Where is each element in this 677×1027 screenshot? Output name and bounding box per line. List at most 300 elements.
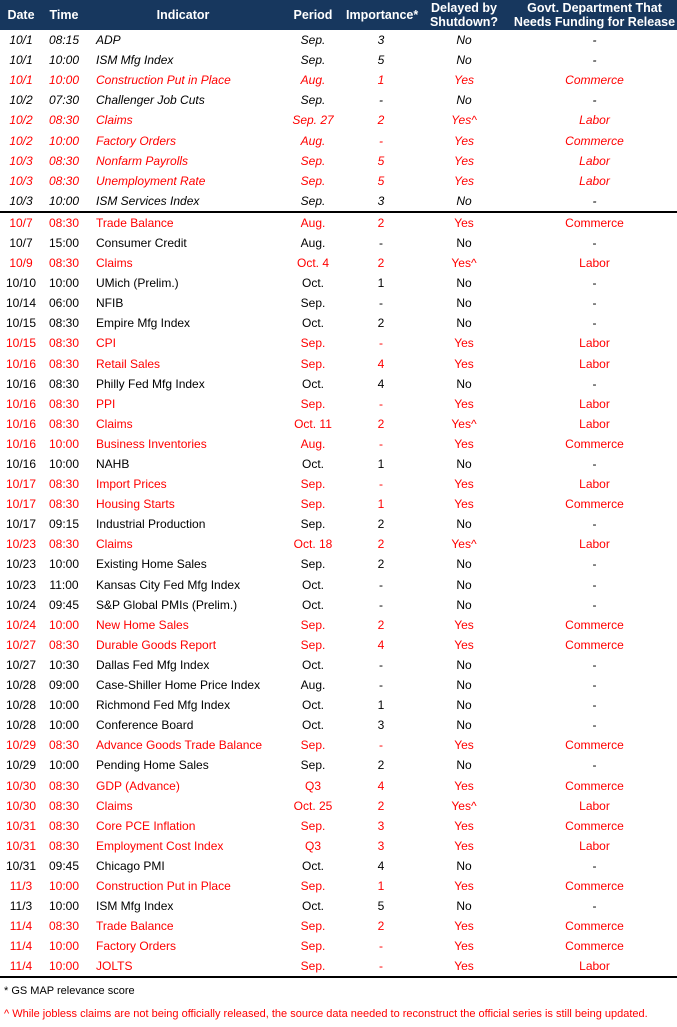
cell-indicator: Consumer Credit [96, 235, 187, 250]
cell-period: Sep. [300, 617, 326, 632]
cell-time: 08:30 [48, 778, 80, 793]
cell-time: 08:30 [48, 838, 80, 853]
cell-indicator: Dallas Fed Mfg Index [96, 657, 210, 672]
cell-date: 10/29 [5, 758, 37, 773]
cell-delayed: Yes [454, 919, 474, 934]
cell-time: 08:30 [48, 256, 80, 271]
cell-time: 10:00 [48, 53, 80, 68]
cell-importance: 1 [377, 698, 385, 713]
table-row [0, 374, 677, 394]
cell-importance: 2 [377, 798, 385, 813]
cell-time: 08:30 [48, 113, 80, 128]
column-header-indicator: Indicator [156, 8, 210, 22]
cell-department: - [592, 899, 597, 914]
cell-period: Aug. [300, 678, 326, 693]
cell-date: 10/14 [5, 296, 37, 311]
cell-importance: - [379, 477, 383, 492]
cell-importance: 2 [377, 758, 385, 773]
cell-time: 10:00 [48, 959, 80, 974]
cell-date: 10/16 [5, 457, 37, 472]
cell-department: Labor [579, 477, 610, 492]
table-row [0, 434, 677, 454]
cell-indicator: Factory Orders [96, 939, 177, 954]
cell-importance: - [379, 597, 383, 612]
table-row [0, 796, 677, 816]
cell-importance: 2 [377, 617, 385, 632]
cell-period: Sep. 27 [292, 113, 334, 128]
cell-department: Labor [579, 416, 610, 431]
cell-time: 08:30 [48, 738, 80, 753]
cell-department: Labor [579, 838, 610, 853]
cell-delayed: No [456, 376, 472, 391]
cell-time: 08:30 [48, 477, 80, 492]
cell-delayed: No [456, 698, 472, 713]
cell-period: Oct. [301, 698, 324, 713]
cell-delayed: Yes [454, 497, 474, 512]
cell-date: 10/16 [5, 356, 37, 371]
table-row [0, 494, 677, 514]
cell-department: - [592, 577, 597, 592]
cell-department: Labor [579, 173, 610, 188]
cell-importance: - [379, 336, 383, 351]
cell-indicator: UMich (Prelim.) [96, 276, 179, 291]
cell-date: 10/30 [5, 798, 37, 813]
cell-date: 10/2 [9, 133, 33, 148]
cell-date: 10/3 [9, 153, 33, 168]
cell-department: Commerce [565, 919, 624, 934]
cell-period: Sep. [300, 557, 326, 572]
cell-department: Labor [579, 113, 610, 128]
cell-department: - [592, 557, 597, 572]
cell-period: Sep. [300, 296, 326, 311]
cell-date: 11/4 [9, 939, 33, 954]
column-header-period: Period [293, 8, 333, 22]
table-row [0, 755, 677, 775]
cell-time: 08:30 [48, 153, 80, 168]
cell-time: 10:00 [48, 457, 80, 472]
cell-importance: 2 [377, 113, 385, 128]
cell-delayed: Yes [454, 617, 474, 632]
cell-period: Oct. [301, 899, 324, 914]
cell-importance: - [379, 93, 383, 108]
cell-indicator: Construction Put in Place [96, 878, 231, 893]
cell-time: 08:30 [48, 356, 80, 371]
cell-delayed: No [456, 718, 472, 733]
cell-importance: - [379, 133, 383, 148]
cell-delayed: No [456, 193, 472, 208]
cell-indicator: Case-Shiller Home Price Index [96, 678, 261, 693]
cell-period: Q3 [304, 778, 321, 793]
table-row [0, 695, 677, 715]
table-row [0, 171, 677, 191]
cell-delayed: No [456, 597, 472, 612]
cell-delayed: No [456, 235, 472, 250]
table-row [0, 956, 677, 976]
cell-delayed: Yes [454, 215, 474, 230]
cell-date: 10/1 [9, 33, 33, 48]
cell-importance: - [379, 396, 383, 411]
cell-delayed: Yes [454, 959, 474, 974]
cell-indicator: CPI [96, 336, 117, 351]
cell-period: Sep. [300, 758, 326, 773]
cell-importance: 1 [377, 457, 385, 472]
cell-department: Labor [579, 153, 610, 168]
cell-department: - [592, 457, 597, 472]
table-row [0, 896, 677, 916]
cell-importance: 3 [377, 718, 385, 733]
cell-date: 10/15 [5, 336, 37, 351]
cell-period: Aug. [300, 133, 326, 148]
cell-period: Oct. 18 [293, 537, 333, 552]
table-row [0, 775, 677, 795]
cell-period: Aug. [300, 73, 326, 88]
table-body [0, 30, 677, 976]
cell-time: 10:00 [48, 878, 80, 893]
cell-period: Oct. [301, 657, 324, 672]
cell-indicator: Factory Orders [96, 133, 177, 148]
table-row [0, 735, 677, 755]
cell-period: Q3 [304, 838, 321, 853]
cell-department: - [592, 517, 597, 532]
cell-importance: 2 [377, 919, 385, 934]
table-row [0, 454, 677, 474]
cell-period: Sep. [300, 517, 326, 532]
cell-period: Sep. [300, 356, 326, 371]
cell-department: Commerce [565, 778, 624, 793]
cell-delayed: Yes [454, 396, 474, 411]
cell-date: 11/4 [9, 959, 33, 974]
cell-department: Labor [579, 256, 610, 271]
cell-date: 10/16 [5, 436, 37, 451]
cell-importance: 4 [377, 376, 385, 391]
cell-time: 10:00 [48, 133, 80, 148]
cell-delayed: Yes [453, 173, 474, 188]
cell-indicator: GDP (Advance) [96, 778, 180, 793]
cell-department: - [592, 93, 597, 108]
cell-indicator: Claims [96, 256, 133, 271]
cell-time: 06:00 [48, 296, 80, 311]
cell-indicator: Claims [96, 416, 133, 431]
cell-department: - [592, 376, 597, 391]
cell-indicator: Retail Sales [96, 356, 161, 371]
cell-time: 10:00 [48, 617, 80, 632]
column-header-department: Govt. Department That Needs Funding for Release [513, 1, 676, 29]
table-row [0, 130, 677, 150]
cell-date: 10/16 [5, 376, 37, 391]
cell-period: Aug. [300, 235, 326, 250]
cell-date: 10/23 [5, 557, 37, 572]
table-row [0, 151, 677, 171]
cell-time: 09:00 [48, 678, 80, 693]
footnote-claims: ^ While jobless claims are not being officially released, the source data needed to reconstruct the official series is still being updated. [4, 1008, 648, 1021]
cell-department: Commerce [565, 73, 624, 88]
table-row [0, 30, 677, 50]
cell-time: 09:45 [48, 597, 80, 612]
cell-department: Commerce [565, 215, 624, 230]
cell-period: Sep. [300, 173, 326, 188]
table-row [0, 233, 677, 253]
table-row [0, 394, 677, 414]
cell-date: 10/24 [5, 597, 37, 612]
cell-importance: 2 [377, 316, 385, 331]
cell-delayed: Yes^ [451, 798, 477, 813]
cell-indicator: Import Prices [96, 477, 167, 492]
cell-indicator: Housing Starts [96, 497, 175, 512]
table-row [0, 90, 677, 110]
table-row [0, 273, 677, 293]
cell-date: 10/27 [5, 657, 37, 672]
cell-time: 08:30 [48, 919, 80, 934]
cell-period: Sep. [300, 497, 326, 512]
cell-date: 10/3 [9, 173, 33, 188]
cell-time: 08:30 [48, 637, 80, 652]
cell-period: Aug. [300, 215, 326, 230]
cell-time: 08:30 [48, 173, 80, 188]
cell-delayed: No [456, 657, 472, 672]
cell-department: Commerce [565, 637, 624, 652]
cell-period: Oct. [301, 276, 324, 291]
cell-period: Oct. 25 [293, 798, 333, 813]
cell-date: 10/7 [9, 215, 33, 230]
cell-date: 10/31 [5, 838, 37, 853]
cell-indicator: Challenger Job Cuts [96, 93, 205, 108]
table-row [0, 715, 677, 735]
cell-importance: - [379, 235, 383, 250]
cell-indicator: PPI [96, 396, 116, 411]
cell-time: 10:00 [48, 698, 80, 713]
cell-delayed: Yes [454, 939, 474, 954]
cell-importance: 1 [377, 497, 385, 512]
cell-importance: 2 [377, 537, 385, 552]
table-row [0, 514, 677, 534]
cell-indicator: Trade Balance [96, 215, 174, 230]
cell-time: 10:00 [48, 193, 80, 208]
table-header-row [0, 0, 677, 30]
cell-department: - [592, 678, 597, 693]
cell-time: 08:30 [48, 336, 80, 351]
cell-date: 11/4 [9, 919, 33, 934]
cell-department: - [592, 296, 597, 311]
cell-date: 10/30 [5, 778, 37, 793]
cell-delayed: No [456, 457, 472, 472]
cell-indicator: Pending Home Sales [96, 758, 209, 773]
table-row [0, 936, 677, 956]
cell-importance: 2 [377, 557, 385, 572]
cell-time: 15:00 [48, 235, 80, 250]
cell-period: Sep. [300, 193, 326, 208]
cell-period: Oct. 11 [294, 416, 332, 431]
table-row [0, 313, 677, 333]
cell-department: - [592, 53, 597, 68]
cell-date: 10/23 [5, 577, 37, 592]
cell-delayed: Yes [453, 133, 474, 148]
cell-date: 10/28 [5, 718, 37, 733]
cell-period: Sep. [300, 396, 326, 411]
cell-importance: - [379, 678, 383, 693]
table-row [0, 655, 677, 675]
cell-time: 10:00 [48, 899, 80, 914]
cell-time: 08:30 [48, 497, 80, 512]
cell-department: - [592, 858, 597, 873]
cell-date: 10/2 [9, 113, 33, 128]
cell-department: - [592, 276, 597, 291]
cell-period: Oct. [301, 376, 324, 391]
cell-department: Commerce [565, 939, 624, 954]
cell-department: Labor [579, 356, 610, 371]
cell-importance: - [379, 738, 383, 753]
cell-department: - [592, 316, 597, 331]
cell-department: Labor [579, 396, 610, 411]
cell-importance: 3 [377, 838, 385, 853]
cell-delayed: Yes [454, 738, 474, 753]
cell-delayed: Yes [454, 637, 474, 652]
cell-period: Oct. [301, 718, 324, 733]
table-row [0, 635, 677, 655]
cell-indicator: Durable Goods Report [96, 637, 217, 652]
cell-date: 10/24 [5, 617, 37, 632]
cell-importance: - [379, 296, 383, 311]
cell-importance: 1 [377, 878, 385, 893]
table-row [0, 253, 677, 273]
table-row [0, 191, 677, 211]
column-header-date: Date [7, 8, 35, 22]
cell-time: 11:00 [49, 577, 79, 592]
cell-importance: 4 [377, 858, 385, 873]
cell-period: Sep. [300, 818, 326, 833]
cell-period: Oct. 4 [296, 256, 329, 271]
footnote-gs-map: * GS MAP relevance score [4, 985, 135, 998]
cell-department: Commerce [565, 133, 624, 148]
cell-delayed: No [456, 557, 472, 572]
cell-importance: 5 [377, 899, 385, 914]
cell-date: 10/29 [5, 738, 37, 753]
cell-indicator: Kansas City Fed Mfg Index [96, 577, 241, 592]
cell-delayed: No [456, 758, 472, 773]
cell-department: - [592, 758, 597, 773]
cell-time: 09:15 [48, 517, 80, 532]
cell-date: 10/9 [9, 256, 33, 271]
cell-indicator: NAHB [96, 457, 130, 472]
table-row [0, 333, 677, 353]
cell-period: Oct. [301, 597, 324, 612]
cell-delayed: Yes^ [451, 537, 477, 552]
cell-importance: 1 [377, 276, 385, 291]
cell-department: - [592, 193, 597, 208]
cell-time: 10:00 [48, 718, 80, 733]
cell-delayed: Yes [454, 477, 474, 492]
cell-time: 08:30 [48, 396, 80, 411]
cell-importance: 4 [377, 637, 385, 652]
cell-importance: 5 [377, 53, 385, 68]
cell-date: 10/7 [9, 235, 33, 250]
cell-indicator: Conference Board [96, 718, 194, 733]
cell-delayed: Yes^ [451, 416, 477, 431]
cell-importance: 1 [377, 73, 385, 88]
cell-date: 10/28 [5, 678, 37, 693]
cell-period: Sep. [300, 919, 326, 934]
cell-delayed: No [456, 577, 472, 592]
cell-time: 08:30 [48, 316, 80, 331]
cell-delayed: Yes [454, 336, 474, 351]
cell-period: Oct. [301, 316, 324, 331]
cell-date: 10/1 [9, 73, 33, 88]
cell-indicator: Empire Mfg Index [96, 316, 191, 331]
cell-importance: 3 [377, 33, 385, 48]
cell-delayed: No [456, 93, 472, 108]
cell-importance: 3 [377, 193, 385, 208]
table-row [0, 474, 677, 494]
footnotes [0, 978, 677, 1020]
table-row [0, 110, 677, 130]
cell-indicator: Advance Goods Trade Balance [96, 738, 263, 753]
cell-delayed: No [456, 517, 472, 532]
cell-period: Sep. [300, 93, 326, 108]
cell-indicator: Richmond Fed Mfg Index [96, 698, 231, 713]
cell-date: 10/17 [5, 477, 37, 492]
cell-period: Aug. [300, 436, 326, 451]
cell-department: Commerce [565, 878, 624, 893]
cell-delayed: No [456, 276, 472, 291]
cell-time: 10:00 [48, 557, 80, 572]
column-header-importance: Importance* [346, 8, 419, 22]
cell-indicator: Claims [96, 537, 133, 552]
cell-period: Sep. [300, 878, 326, 893]
cell-indicator: NFIB [96, 296, 124, 311]
cell-time: 10:00 [48, 758, 80, 773]
cell-department: Commerce [565, 818, 624, 833]
cell-department: Commerce [565, 497, 624, 512]
cell-importance: 2 [377, 416, 385, 431]
cell-delayed: No [456, 33, 472, 48]
cell-date: 10/1 [9, 53, 33, 68]
cell-indicator: Unemployment Rate [96, 173, 206, 188]
cell-period: Sep. [300, 53, 326, 68]
table-row [0, 534, 677, 554]
cell-time: 10:00 [48, 436, 80, 451]
column-header-time: Time [49, 8, 79, 22]
cell-importance: - [379, 939, 383, 954]
table-row [0, 414, 677, 434]
table-row [0, 554, 677, 574]
cell-indicator: Chicago PMI [96, 858, 165, 873]
table-row [0, 70, 677, 90]
cell-importance: - [379, 436, 383, 451]
cell-date: 10/15 [5, 316, 37, 331]
table-row [0, 916, 677, 936]
cell-period: Oct. [301, 577, 324, 592]
table-row [0, 50, 677, 70]
cell-indicator: Nonfarm Payrolls [96, 153, 189, 168]
cell-date: 10/23 [5, 537, 37, 552]
table-row [0, 856, 677, 876]
cell-importance: 4 [377, 356, 385, 371]
cell-date: 10/17 [5, 497, 37, 512]
cell-indicator: JOLTS [96, 959, 133, 974]
cell-delayed: Yes [453, 153, 474, 168]
table-row [0, 595, 677, 615]
cell-importance: - [379, 959, 383, 974]
cell-delayed: Yes [454, 356, 474, 371]
table-row [0, 816, 677, 836]
cell-indicator: Trade Balance [96, 919, 174, 934]
cell-department: Commerce [565, 738, 624, 753]
cell-importance: 2 [377, 256, 385, 271]
cell-period: Sep. [300, 959, 326, 974]
cell-department: Labor [579, 336, 610, 351]
cell-importance: 5 [377, 173, 385, 188]
table-row [0, 615, 677, 635]
cell-date: 10/16 [5, 396, 37, 411]
